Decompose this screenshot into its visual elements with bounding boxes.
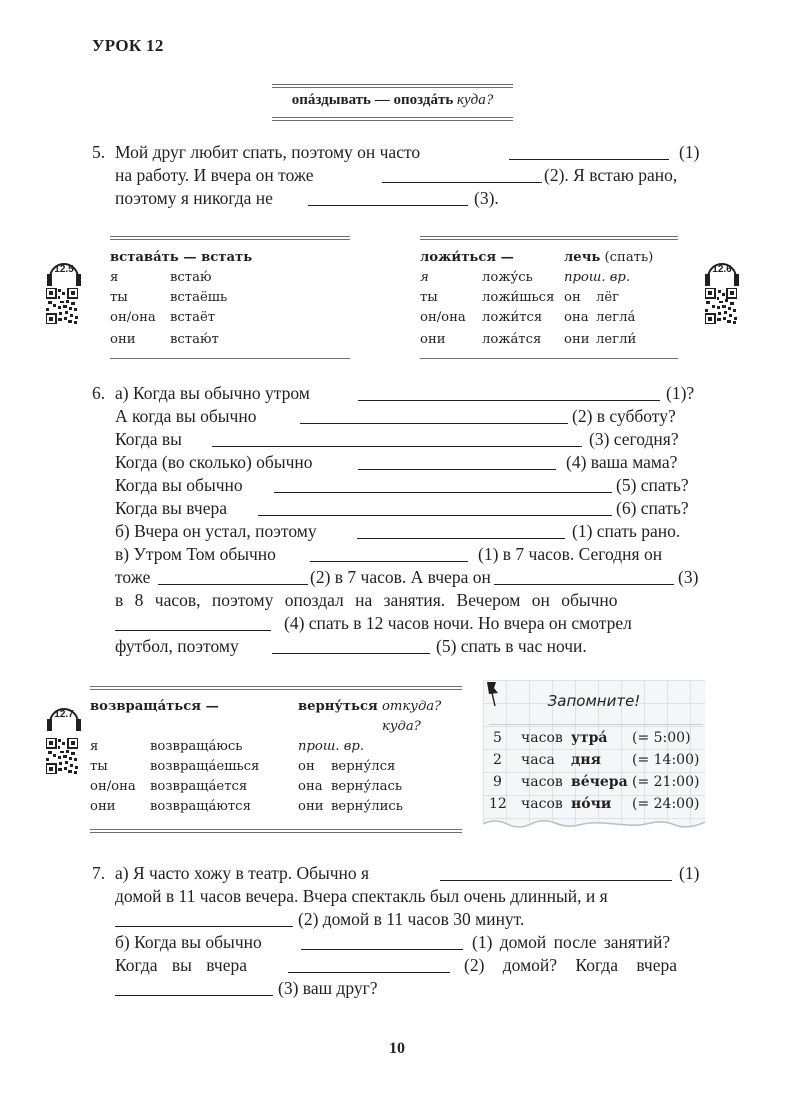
conj-rule-bottom xyxy=(420,358,678,359)
verb-form: возвращáется xyxy=(150,779,248,794)
verb-question: откуда? xyxy=(381,699,442,714)
past-pronoun: он xyxy=(564,290,581,305)
exercise-6 xyxy=(92,382,704,657)
memo-daypart: нóчи xyxy=(571,796,612,812)
exercise-text: Когда вы вчера xyxy=(115,955,247,975)
answer-blank[interactable] xyxy=(288,956,450,973)
blank-marker: (1) домой после занятий? xyxy=(472,932,671,952)
memo-num: 12 xyxy=(489,796,507,812)
answer-blank[interactable] xyxy=(301,933,463,950)
answer-blank[interactable] xyxy=(357,522,565,539)
exercise-text: а) Когда вы обычно утром xyxy=(115,383,310,403)
blank-marker: (2). Я встаю рано, xyxy=(544,165,678,185)
exercise-text: (2) в 7 часов. А вчера он xyxy=(310,567,491,587)
exercise-text: тоже xyxy=(115,567,151,587)
verb-form: возвращáешься xyxy=(150,759,260,774)
pronoun: я xyxy=(110,270,119,285)
memo-unit: часов xyxy=(521,796,563,812)
verb-form: возвращáюсь xyxy=(150,739,243,754)
exercise-text: на работу. И вчера он тоже xyxy=(115,165,314,185)
past-pronoun: они xyxy=(298,799,324,814)
qr-code-icon[interactable] xyxy=(705,288,737,324)
memo-num: 9 xyxy=(493,774,502,790)
verb-form: возвращáются xyxy=(150,799,251,814)
memo-title: Запомните! xyxy=(547,692,641,710)
blank-marker: (5) спать в час ночи. xyxy=(436,636,587,656)
memo-time: (= 24:00) xyxy=(632,796,700,812)
exercise-text: б) Когда вы обычно xyxy=(115,932,262,952)
memo-daypart: дня xyxy=(571,752,601,768)
exercise-text: поэтому я никогда не xyxy=(115,188,273,208)
exercise-number: 6. xyxy=(92,383,106,403)
answer-blank[interactable] xyxy=(274,476,612,493)
answer-blank[interactable] xyxy=(494,568,674,585)
verb-form: встаёт xyxy=(170,310,216,325)
conj-rule-top xyxy=(110,236,350,240)
blank-marker: (1) xyxy=(679,142,700,162)
blank-marker: (3). xyxy=(474,188,499,208)
memo-time: (= 21:00) xyxy=(632,774,700,790)
blank-marker: (6) спать? xyxy=(616,498,689,518)
answer-blank[interactable] xyxy=(358,384,660,401)
verb-form: встаю́ xyxy=(170,270,212,285)
verb-pair-header xyxy=(272,92,513,109)
pronoun: он/она xyxy=(90,779,136,794)
conjugation-table-lozhitsya xyxy=(420,248,680,356)
svg-text:12.5: 12.5 xyxy=(54,264,74,275)
answer-blank[interactable] xyxy=(509,143,669,160)
blank-marker: (3) xyxy=(678,567,699,587)
exercise-text: в) Утром Том обычно xyxy=(115,544,276,564)
blank-marker: (1) спать рано. xyxy=(572,521,681,541)
answer-blank[interactable] xyxy=(258,499,612,516)
blank-marker: (1) в 7 часов. Сегодня он xyxy=(478,544,663,564)
answer-blank[interactable] xyxy=(308,189,468,206)
memo-unit: часа xyxy=(521,752,555,768)
pronoun: они xyxy=(90,799,116,814)
blank-marker: (4) ваша мама? xyxy=(566,452,678,472)
pronoun: ты xyxy=(110,290,128,305)
memo-daypart: утрá xyxy=(571,730,608,746)
conj-title: ложи́ться — xyxy=(420,250,514,265)
answer-blank[interactable] xyxy=(212,430,582,447)
exercise-text: б) Вчера он устал, поэтому xyxy=(115,521,317,541)
conj-rule-bottom xyxy=(90,829,462,833)
verb-form: встаю́т xyxy=(170,332,219,347)
exercise-text: А когда вы обычно xyxy=(115,406,257,426)
exercise-number: 5. xyxy=(92,142,106,162)
answer-blank[interactable] xyxy=(115,910,293,927)
answer-blank[interactable] xyxy=(115,614,271,631)
blank-marker: (3) ваш друг? xyxy=(278,978,378,998)
torn-edge xyxy=(483,818,705,832)
memo-num: 5 xyxy=(493,730,502,746)
pronoun: я xyxy=(90,739,99,754)
exercise-text: Когда вы вчера xyxy=(115,498,227,518)
verb-form: ложи́тся xyxy=(482,310,543,325)
conjugation-table-vstavat xyxy=(110,248,350,356)
answer-blank[interactable] xyxy=(158,568,308,585)
conj-title-right xyxy=(298,697,441,718)
past-pronoun: она xyxy=(564,310,589,325)
svg-text:12.7: 12.7 xyxy=(54,709,74,720)
memo-note xyxy=(483,680,705,830)
exercise-text: Когда (во сколько) обычно xyxy=(115,452,313,472)
blank-marker: (3) сегодня? xyxy=(589,429,679,449)
exercise-5 xyxy=(92,141,704,213)
exercise-text: а) Я часто хожу в театр. Обычно я xyxy=(115,863,370,883)
answer-blank[interactable] xyxy=(382,166,542,183)
verb-form: ложáтся xyxy=(482,332,542,347)
qr-code-icon[interactable] xyxy=(46,288,78,324)
answer-blank[interactable] xyxy=(358,453,556,470)
answer-blank[interactable] xyxy=(272,637,430,654)
pronoun: ты xyxy=(90,759,108,774)
blank-marker: (4) спать в 12 часов ночи. Но вчера он смотрел xyxy=(284,613,632,633)
exercise-7 xyxy=(92,862,704,1002)
conj-rule-top xyxy=(90,686,462,690)
exercise-text: домой в 11 часов вечера. Вчера спектакль был очень длинный, и я xyxy=(115,886,608,906)
conj-title: вставáть — встать xyxy=(110,250,253,265)
past-pronoun: они xyxy=(564,332,590,347)
page-number: 10 xyxy=(389,1040,405,1057)
blank-marker: (5) спать? xyxy=(616,475,689,495)
memo-num: 2 xyxy=(493,752,502,768)
exercise-text: Мой друг любит спать, поэтому он часто xyxy=(115,142,421,162)
qr-code-icon[interactable] xyxy=(46,738,78,774)
exercise-number: 7. xyxy=(92,863,106,883)
conjugation-table-vozvrashchatsya xyxy=(90,697,462,827)
pronoun: они xyxy=(110,332,136,347)
memo-daypart: вéчера xyxy=(571,774,628,790)
exercise-text: Когда вы обычно xyxy=(115,475,243,495)
blank-marker: (2) домой? Когда вчера xyxy=(464,955,678,975)
exercise-text: в 8 часов, поэтому опоздал на занятия. Вечером он обычно xyxy=(115,590,618,610)
blank-marker: (1)? xyxy=(666,383,695,403)
memo-divider xyxy=(489,724,703,725)
past-pronoun: она xyxy=(298,779,323,794)
pronoun: он/она xyxy=(110,310,156,325)
answer-blank[interactable] xyxy=(440,864,672,881)
past-form: верну́лся xyxy=(331,759,396,774)
blank-marker: (1) xyxy=(679,863,700,883)
answer-blank[interactable] xyxy=(115,979,273,996)
blank-marker: (2) домой в 11 часов 30 минут. xyxy=(298,909,525,929)
past-form: верну́лись xyxy=(331,799,403,814)
exercise-text: Когда вы xyxy=(115,429,182,449)
answer-blank[interactable] xyxy=(300,407,568,424)
verb-pair: опáздывать — опоздáть xyxy=(291,92,454,108)
memo-time: (= 14:00) xyxy=(632,752,700,768)
pronoun: я xyxy=(420,270,429,285)
exercise-text: футбол, поэтому xyxy=(115,636,239,656)
conj-rule-top xyxy=(420,236,678,240)
conj-title: возвращáться — xyxy=(90,699,219,714)
verb-question: куда? xyxy=(382,719,421,734)
svg-text:12.6: 12.6 xyxy=(712,264,732,275)
verb-form: ложи́шься xyxy=(482,290,555,305)
memo-time: (= 5:00) xyxy=(632,730,691,746)
verb-note: (спать) xyxy=(604,250,654,265)
perfective-verb: лечь xyxy=(564,250,601,265)
perfective-verb: верну́ться xyxy=(298,699,378,714)
past-tense-label: прош. вр. xyxy=(298,739,365,754)
past-form: легли́ xyxy=(596,332,637,347)
verb-form: встаёшь xyxy=(170,290,228,305)
answer-blank[interactable] xyxy=(310,545,468,562)
header-rule-top xyxy=(272,84,513,88)
past-form: леглá xyxy=(596,310,636,325)
pronoun: ты xyxy=(420,290,438,305)
conj-title-right xyxy=(564,248,653,269)
conj-rule-bottom xyxy=(110,358,350,359)
past-form: верну́лась xyxy=(331,779,403,794)
memo-unit: часов xyxy=(521,774,563,790)
verb-question: куда? xyxy=(457,92,494,108)
pronoun: они xyxy=(420,332,446,347)
pronoun: он/она xyxy=(420,310,466,325)
past-tense-label: прош. вр. xyxy=(564,270,631,285)
blank-marker: (2) в субботу? xyxy=(572,406,676,426)
verb-form: ложу́сь xyxy=(482,270,533,285)
past-pronoun: он xyxy=(298,759,315,774)
lesson-title: УРОК 12 xyxy=(92,36,164,55)
header-rule-bottom xyxy=(272,117,513,121)
past-form: лёг xyxy=(596,290,620,305)
memo-unit: часов xyxy=(521,730,563,746)
